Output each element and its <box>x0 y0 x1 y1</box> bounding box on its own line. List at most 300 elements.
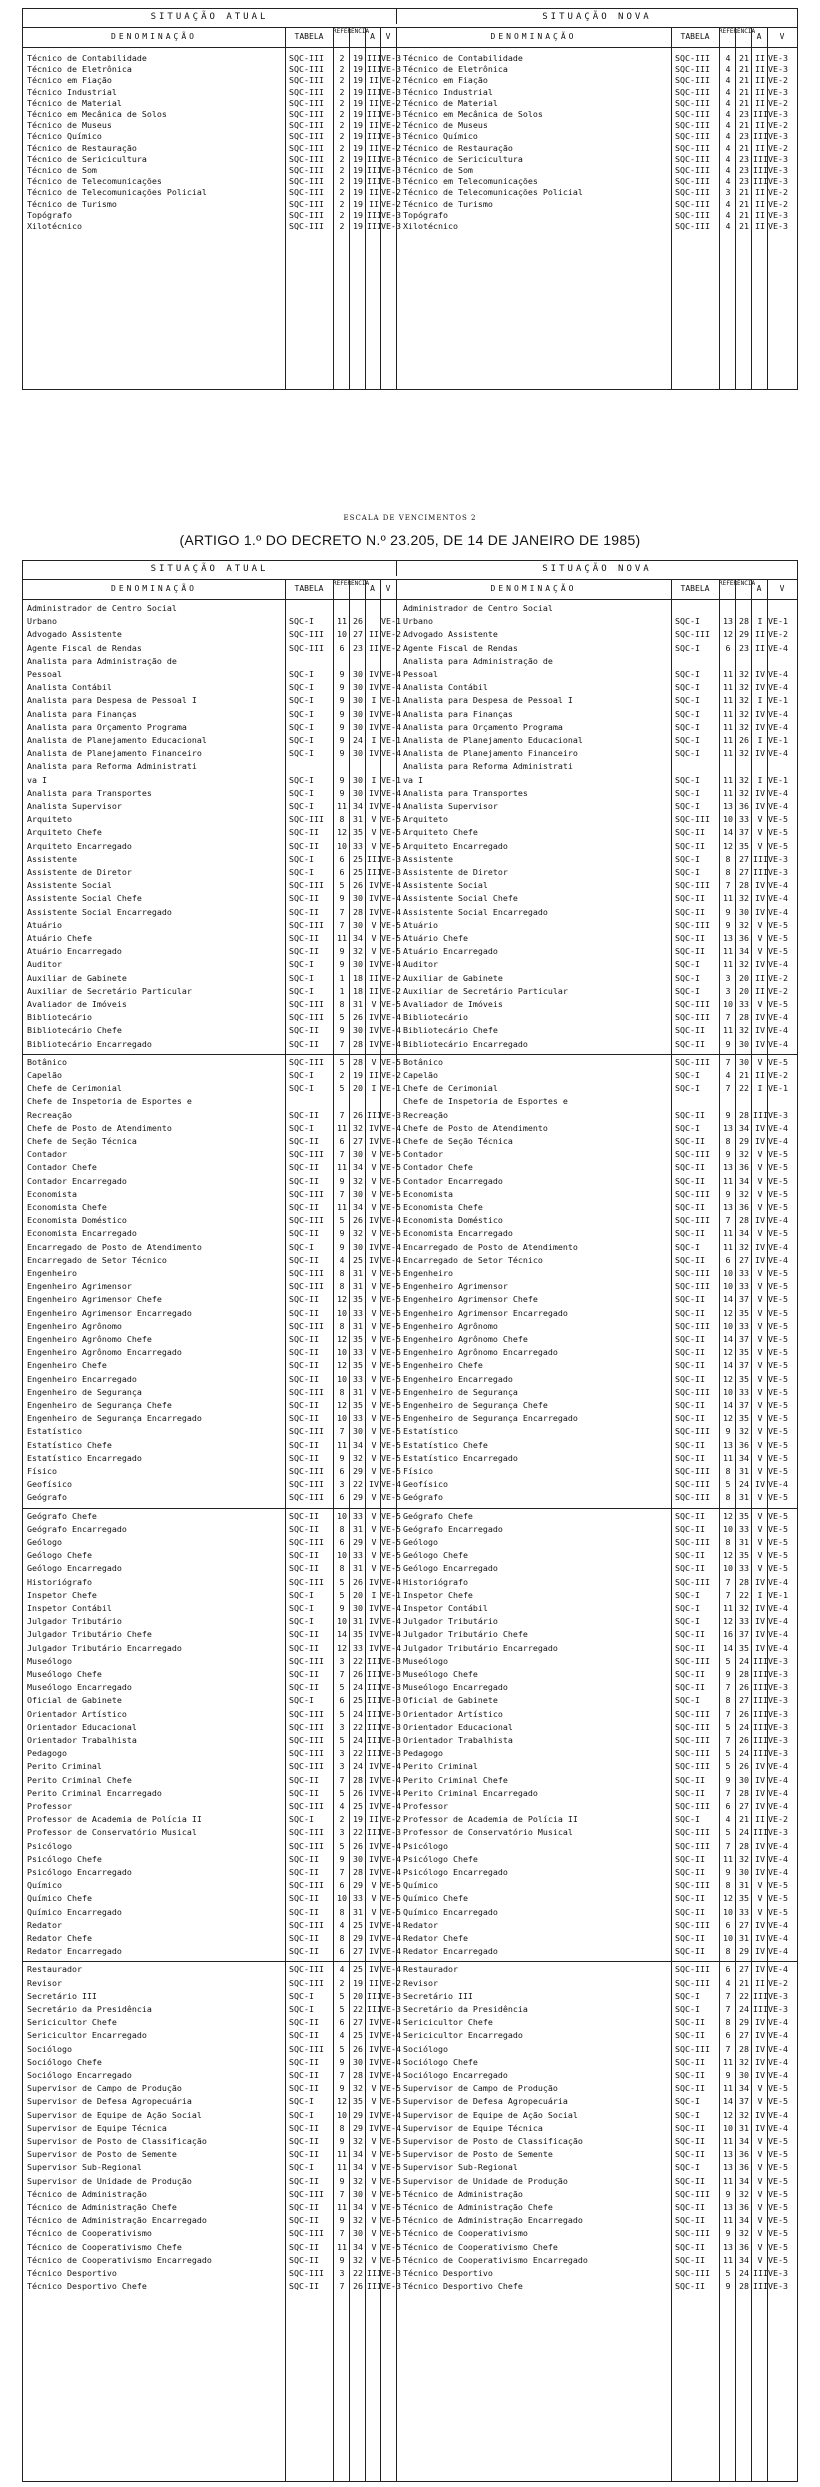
new-tabela: SQC-I <box>675 616 700 627</box>
new-v: VE-5 <box>768 919 788 930</box>
old-ref-final: 32 <box>353 1228 363 1239</box>
new-denominacao: Atuário <box>403 919 438 930</box>
new-v: VE-2 <box>768 97 788 108</box>
old-ref-final: 19 <box>353 176 363 187</box>
new-ref-final: 24 <box>739 1748 749 1759</box>
old-a: V <box>371 1056 377 1067</box>
table-row <box>23 841 797 854</box>
new-ref-inicial: 11 <box>723 1452 733 1463</box>
new-tabela: SQC-I <box>675 642 700 653</box>
new-tabela: SQC-I <box>675 959 700 970</box>
old-v: VE-5 <box>381 1228 401 1239</box>
old-ref-inicial: 2 <box>339 64 345 75</box>
new-ref-inicial: 12 <box>723 1413 733 1424</box>
new-ref-inicial: 4 <box>725 165 731 175</box>
old-v: VE-5 <box>381 1400 401 1410</box>
new-a: IV <box>755 1761 765 1772</box>
old-denominacao: Técnico de Administração Chefe <box>27 2202 177 2212</box>
old-a: II <box>369 985 379 996</box>
new-ref-final: 32 <box>739 669 749 679</box>
old-denominacao: Engenheiro <box>27 1268 77 1278</box>
new-v: VE-2 <box>768 972 788 983</box>
old-ref-inicial: 2 <box>339 142 345 153</box>
new-a: II <box>755 972 765 983</box>
new-denominacao: Arquiteto <box>403 814 448 825</box>
new-v: VE-5 <box>768 1893 788 1904</box>
old-v: VE-2 <box>381 1070 401 1080</box>
new-v: VE-5 <box>768 1149 788 1160</box>
old-denominacao: Técnico em Fiação <box>27 75 112 86</box>
old-tabela: SQC-II <box>289 2017 319 2028</box>
old-ref-inicial: 8 <box>339 2122 345 2133</box>
old-ref-final: 20 <box>353 1589 363 1600</box>
old-denominacao: Historiógrafo <box>27 1576 92 1587</box>
new-a: IV <box>755 1025 765 1036</box>
new-ref-final: 31 <box>739 1492 749 1503</box>
old-ref-inicial: 1 <box>339 985 345 996</box>
old-ref-inicial: 2 <box>339 198 345 209</box>
old-a: V <box>371 2162 377 2173</box>
new-ref-inicial: 9 <box>725 1774 731 1785</box>
new-v: VE-4 <box>768 1919 788 1930</box>
old-tabela: SQC-II <box>289 1523 319 1534</box>
old-ref-final: 30 <box>353 2188 363 2199</box>
new-v: VE-5 <box>768 2241 788 2252</box>
old-a: V <box>371 1386 377 1397</box>
old-ref-inicial: 11 <box>337 933 347 943</box>
old-ref-final: 30 <box>353 669 363 679</box>
new-tabela: SQC-II <box>675 2281 705 2292</box>
new-denominacao: Estatístico Chefe <box>403 1439 488 1450</box>
table-main-group-header <box>23 561 797 580</box>
old-ref-inicial: 7 <box>339 2228 345 2239</box>
new-denominacao: Supervisor Sub-Regional <box>403 2162 518 2173</box>
new-tabela: SQC-II <box>675 1853 705 1864</box>
old-tabela: SQC-III <box>289 2268 324 2278</box>
old-ref-final: 25 <box>353 1919 363 1930</box>
new-a: IV <box>755 1122 765 1133</box>
old-v: VE-4 <box>381 893 401 904</box>
new-tabela: SQC-III <box>675 1721 710 1732</box>
old-ref-final: 20 <box>353 1083 363 1094</box>
old-ref-inicial: 7 <box>339 2070 345 2080</box>
old-denominacao: Atuário Encarregado <box>27 946 122 957</box>
old-v: VE-3 <box>381 1735 401 1745</box>
old-tabela: SQC-II <box>289 1294 319 1305</box>
old-ref-inicial: 10 <box>337 2109 347 2120</box>
column-divider <box>285 579 286 2481</box>
new-ref-inicial: 12 <box>723 1373 733 1384</box>
table-top <box>22 8 798 390</box>
old-a: IV <box>369 2070 379 2080</box>
old-ref-inicial: 8 <box>339 1906 345 1917</box>
table-row <box>23 959 797 972</box>
old-tabela: SQC-I <box>289 616 314 627</box>
old-a: III <box>367 867 382 877</box>
new-v: VE-5 <box>768 1373 788 1384</box>
new-a: II <box>755 1977 765 1988</box>
new-denominacao: Técnico de Telecomunicações Policial <box>403 187 583 198</box>
new-tabela: SQC-III <box>675 1268 710 1278</box>
old-v: VE-4 <box>381 1241 401 1252</box>
new-ref-final: 34 <box>739 1175 749 1186</box>
new-ref-inicial: 13 <box>723 1439 733 1450</box>
old-a: V <box>371 1400 377 1410</box>
old-v: VE-4 <box>381 1025 401 1036</box>
new-ref-final: 26 <box>739 735 749 745</box>
old-a: IV <box>369 2017 379 2028</box>
old-denominacao: Geofísico <box>27 1479 72 1490</box>
old-tabela: SQC-III <box>289 1708 324 1719</box>
old-ref-inicial: 4 <box>339 1964 345 1975</box>
old-tabela: SQC-III <box>289 131 324 142</box>
new-tabela: SQC-I <box>675 774 700 785</box>
old-ref-inicial: 6 <box>339 1136 345 1146</box>
table-row <box>23 920 797 933</box>
old-denominacao: Redator <box>27 1919 62 1930</box>
new-ref-inicial: 8 <box>725 1466 731 1476</box>
new-tabela: SQC-I <box>675 682 700 693</box>
old-ref-inicial: 8 <box>339 1933 345 1943</box>
old-v: VE-5 <box>381 2162 401 2173</box>
old-a: IV <box>369 1122 379 1133</box>
new-tabela: SQC-I <box>675 708 700 719</box>
new-v: VE-5 <box>768 2083 788 2094</box>
new-denominacao: Encarregado de Posto de Atendimento <box>403 1241 578 1252</box>
table-row <box>23 629 797 642</box>
new-denominacao: Engenheiro Chefe <box>403 1360 483 1371</box>
new-ref-inicial: 8 <box>725 1136 731 1146</box>
old-denominacao: Sociólogo <box>27 2043 72 2054</box>
new-v: VE-5 <box>768 1175 788 1186</box>
old-tabela: SQC-III <box>289 629 324 640</box>
new-v: VE-5 <box>768 1202 788 1212</box>
old-ref-final: 22 <box>353 1748 363 1759</box>
new-ref-final: 34 <box>739 2175 749 2186</box>
new-v: VE-3 <box>768 2268 788 2278</box>
table-row <box>23 1479 797 1492</box>
old-a: IV <box>369 1479 379 1490</box>
old-tabela: SQC-III <box>289 1188 324 1199</box>
old-tabela: SQC-III <box>289 1215 324 1226</box>
old-denominacao: Supervisor Sub-Regional <box>27 2162 142 2173</box>
old-a: IV <box>369 708 379 719</box>
old-denominacao: Técnico Industrial <box>27 86 117 97</box>
old-v: VE-5 <box>381 2241 401 2252</box>
old-ref-inicial: 2 <box>339 86 345 97</box>
old-v: VE-5 <box>381 1523 401 1534</box>
old-tabela: SQC-III <box>289 1320 324 1331</box>
old-ref-inicial: 10 <box>337 629 347 640</box>
old-ref-final: 22 <box>353 1827 363 1838</box>
new-v: VE-5 <box>768 2162 788 2173</box>
new-denominacao: Analista para Finanças <box>403 708 513 719</box>
table-row <box>23 1920 797 1933</box>
old-ref-final: 35 <box>353 2096 363 2107</box>
new-a: IV <box>755 1012 765 1023</box>
old-ref-inicial: 8 <box>339 1281 345 1292</box>
old-v: VE-4 <box>381 1946 401 1957</box>
old-ref-final: 30 <box>353 1426 363 1437</box>
old-tabela: SQC-III <box>289 880 324 891</box>
new-tabela: SQC-III <box>675 1748 710 1759</box>
new-a: II <box>755 1814 765 1825</box>
old-ref-final: 26 <box>353 1669 363 1679</box>
new-denominacao: Recreação <box>403 1109 448 1120</box>
table-row <box>23 695 797 708</box>
old-ref-final: 29 <box>353 2109 363 2120</box>
old-ref-inicial: 2 <box>339 97 345 108</box>
old-denominacao: Técnico de Museus <box>27 120 112 131</box>
old-denominacao: Arquiteto <box>27 814 72 825</box>
old-ref-final: 27 <box>353 1946 363 1957</box>
new-ref-final: 21 <box>739 75 749 86</box>
old-ref-inicial: 2 <box>339 1977 345 1988</box>
old-v: VE-5 <box>381 2228 401 2239</box>
old-ref-inicial: 5 <box>339 1708 345 1719</box>
old-denominacao: Museólogo <box>27 1655 72 1666</box>
old-ref-inicial: 3 <box>339 1479 345 1490</box>
new-v: VE-5 <box>768 1537 788 1547</box>
new-denominacao: Avaliador de Imóveis <box>403 999 503 1009</box>
new-ref-inicial: 8 <box>725 1537 731 1547</box>
new-tabela: SQC-II <box>675 1933 705 1943</box>
table-row <box>23 1964 797 1977</box>
new-tabela: SQC-II <box>675 2136 705 2146</box>
new-denominacao: Pessoal <box>403 669 438 679</box>
new-v: VE-4 <box>768 748 788 759</box>
new-ref-inicial: 4 <box>725 198 731 209</box>
new-ref-final: 34 <box>739 2254 749 2265</box>
old-denominacao: Agente Fiscal de Rendas <box>27 642 142 653</box>
old-ref-final: 27 <box>353 2017 363 2028</box>
new-a: V <box>757 1307 763 1318</box>
new-tabela: SQC-III <box>675 1188 710 1199</box>
table-row <box>23 1867 797 1880</box>
old-a: III <box>367 853 382 864</box>
old-v: VE-3 <box>381 53 401 63</box>
table-row <box>23 1814 797 1827</box>
new-v: VE-3 <box>768 131 788 142</box>
new-denominacao: Capelão <box>403 1070 438 1080</box>
new-tabela: SQC-II <box>675 1946 705 1957</box>
old-a: V <box>371 1466 377 1476</box>
new-ref-final: 27 <box>739 1254 749 1265</box>
old-ref-inicial: 11 <box>337 2149 347 2160</box>
old-a: V <box>371 1510 377 1521</box>
old-tabela: SQC-III <box>289 75 324 86</box>
new-v: VE-2 <box>768 187 788 198</box>
new-ref-inicial: 11 <box>723 682 733 693</box>
old-denominacao: Recreação <box>27 1109 72 1120</box>
new-denominacao: Técnico de Cooperativismo Encarregado <box>403 2254 588 2265</box>
new-denominacao: Pedagogo <box>403 1748 443 1759</box>
old-a: V <box>371 2202 377 2212</box>
new-denominacao: Arquiteto Encarregado <box>403 840 508 851</box>
old-tabela: SQC-III <box>289 1827 324 1838</box>
old-ref-inicial: 10 <box>337 1616 347 1627</box>
old-ref-final: 31 <box>353 1616 363 1627</box>
new-ref-final: 29 <box>739 629 749 640</box>
old-ref-inicial: 8 <box>339 1386 345 1397</box>
old-a: III <box>367 2004 382 2014</box>
new-tabela: SQC-III <box>675 880 710 891</box>
old-tabela: SQC-III <box>289 1056 324 1067</box>
new-a: V <box>757 1175 763 1186</box>
old-ref-final: 29 <box>353 1537 363 1547</box>
old-denominacao: Perito Criminal <box>27 1761 102 1772</box>
new-denominacao: Historiógrafo <box>403 1576 468 1587</box>
new-a: I <box>757 616 763 627</box>
new-v: VE-4 <box>768 959 788 970</box>
old-ref-final: 34 <box>353 2202 363 2212</box>
old-v: VE-3 <box>381 64 401 75</box>
old-a: V <box>371 946 377 957</box>
col-header-tabela: TABELA <box>680 32 710 41</box>
new-denominacao: Técnico de Cooperativismo <box>403 2228 528 2239</box>
old-ref-inicial: 9 <box>339 695 345 706</box>
new-tabela: SQC-III <box>675 2228 710 2239</box>
new-tabela: SQC-I <box>675 787 700 798</box>
old-ref-inicial: 6 <box>339 2017 345 2028</box>
old-tabela: SQC-III <box>289 642 324 653</box>
table-row <box>23 1387 797 1400</box>
new-ref-inicial: 7 <box>725 1215 731 1226</box>
old-denominacao: Técnico de Cooperativismo Chefe <box>27 2241 182 2252</box>
new-a: V <box>757 1452 763 1463</box>
old-ref-final: 24 <box>353 1735 363 1745</box>
new-ref-inicial: 7 <box>725 1682 731 1693</box>
old-tabela: SQC-II <box>289 2149 319 2160</box>
old-denominacao: Técnico de Cooperativismo Encarregado <box>27 2254 212 2265</box>
old-ref-inicial: 6 <box>339 1946 345 1957</box>
old-tabela: SQC-II <box>289 2202 319 2212</box>
new-a: III <box>753 176 768 187</box>
new-a: IV <box>755 1629 765 1640</box>
old-denominacao: Julgador Tributário <box>27 1616 122 1627</box>
old-v: VE-3 <box>381 86 401 97</box>
column-divider <box>767 27 768 389</box>
old-ref-final: 30 <box>353 1188 363 1199</box>
new-tabela: SQC-III <box>675 153 710 164</box>
new-ref-inicial: 13 <box>723 1202 733 1212</box>
old-ref-inicial: 9 <box>339 721 345 732</box>
new-ref-final: 28 <box>739 1012 749 1023</box>
old-ref-inicial: 9 <box>339 2215 345 2226</box>
old-denominacao: Chefe de Inspetoria de Esportes e <box>27 1096 192 1107</box>
old-ref-inicial: 5 <box>339 880 345 891</box>
old-a: III <box>367 86 382 97</box>
column-divider <box>735 27 736 389</box>
old-tabela: SQC-II <box>289 1439 319 1450</box>
col-header-v: V <box>779 584 785 593</box>
old-denominacao: Psicólogo <box>27 1840 72 1851</box>
old-tabela: SQC-II <box>289 1400 319 1410</box>
old-v: VE-1 <box>381 1083 401 1094</box>
new-a: V <box>757 1202 763 1212</box>
old-a: V <box>371 919 377 930</box>
old-v: VE-2 <box>381 198 401 209</box>
old-denominacao: Físico <box>27 1466 57 1476</box>
old-a: V <box>371 1162 377 1173</box>
table-row <box>23 1466 797 1479</box>
old-tabela: SQC-III <box>289 2188 324 2199</box>
old-tabela: SQC-II <box>289 840 319 851</box>
new-ref-inicial: 9 <box>725 2070 731 2080</box>
table-row <box>23 682 797 695</box>
old-a: IV <box>369 1919 379 1930</box>
new-ref-final: 32 <box>739 1241 749 1252</box>
old-a: IV <box>369 1964 379 1975</box>
old-a: V <box>371 933 377 943</box>
old-denominacao: Engenheiro de Segurança <box>27 1386 142 1397</box>
new-ref-inicial: 9 <box>725 1149 731 1160</box>
new-denominacao: Engenheiro Agrônomo Encarregado <box>403 1347 558 1358</box>
new-a: IV <box>755 959 765 970</box>
old-v: VE-3 <box>381 2268 401 2278</box>
old-ref-inicial: 4 <box>339 1919 345 1930</box>
old-ref-final: 25 <box>353 853 363 864</box>
old-tabela: SQC-I <box>289 708 314 719</box>
old-v: VE-5 <box>381 933 401 943</box>
old-ref-final: 26 <box>353 1109 363 1120</box>
table-row <box>23 98 797 109</box>
new-v: VE-4 <box>768 1025 788 1036</box>
new-ref-final: 27 <box>739 853 749 864</box>
new-tabela: SQC-III <box>675 1801 710 1811</box>
table-row <box>23 1656 797 1669</box>
old-v: VE-3 <box>381 1695 401 1706</box>
table-row <box>23 1893 797 1906</box>
new-denominacao: Restaurador <box>403 1964 458 1975</box>
new-ref-final: 21 <box>739 187 749 198</box>
new-a: IV <box>755 721 765 732</box>
new-denominacao: Geógrafo Encarregado <box>403 1523 503 1534</box>
old-a: V <box>371 1175 377 1186</box>
new-tabela: SQC-III <box>675 120 710 131</box>
old-a: III <box>367 2268 382 2278</box>
new-ref-inicial: 11 <box>723 1603 733 1613</box>
old-a: V <box>371 999 377 1009</box>
old-ref-inicial: 7 <box>339 1669 345 1679</box>
new-a: III <box>753 867 768 877</box>
new-denominacao: Arquiteto Chefe <box>403 827 478 838</box>
old-v: VE-5 <box>381 1452 401 1463</box>
new-a: V <box>757 1439 763 1450</box>
new-v: VE-5 <box>768 814 788 825</box>
new-tabela: SQC-II <box>675 1413 705 1424</box>
table-row <box>23 1616 797 1629</box>
old-denominacao: Secretário III <box>27 1990 97 2001</box>
new-tabela: SQC-III <box>675 1012 710 1023</box>
new-v: VE-2 <box>768 985 788 996</box>
new-v: VE-5 <box>768 1452 788 1463</box>
old-v: VE-3 <box>381 131 401 142</box>
old-a: V <box>371 2241 377 2252</box>
old-ref-inicial: 11 <box>337 1202 347 1212</box>
new-tabela: SQC-II <box>675 1523 705 1534</box>
new-v: VE-2 <box>768 1977 788 1988</box>
new-v: VE-4 <box>768 721 788 732</box>
old-tabela: SQC-III <box>289 86 324 97</box>
new-tabela: SQC-III <box>675 1466 710 1476</box>
new-ref-final: 27 <box>739 867 749 877</box>
new-a: II <box>755 209 765 220</box>
new-a: III <box>753 109 768 119</box>
new-tabela: SQC-II <box>675 893 705 904</box>
table-row <box>23 1978 797 1991</box>
old-ref-final: 25 <box>353 1964 363 1975</box>
